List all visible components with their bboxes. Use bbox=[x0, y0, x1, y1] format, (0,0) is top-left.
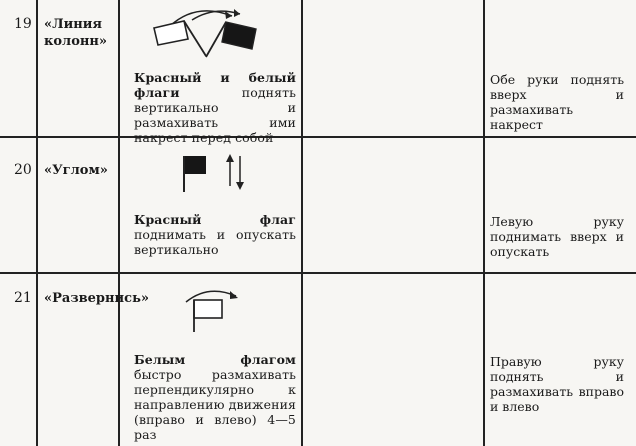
row-number: 20 bbox=[14, 162, 32, 178]
signal-description: поднимать и опускать вертикально bbox=[134, 227, 296, 257]
hand-signal-text: Левую руку поднимать вверх и опускать bbox=[490, 214, 624, 259]
hand-signal-text: Правую руку поднять и размахивать вправо и влево bbox=[490, 354, 624, 414]
table-row bbox=[0, 272, 636, 446]
crossed-flags-icon bbox=[148, 4, 266, 64]
raise-lower-flag-icon bbox=[178, 152, 258, 198]
row-number: 21 bbox=[14, 290, 32, 306]
row-number: 19 bbox=[14, 16, 32, 32]
hand-signal-text: Обе руки поднять вверх и размахивать накрест bbox=[490, 72, 624, 132]
command-name: «Углом» bbox=[44, 163, 108, 178]
command-name: «Линия колонн» bbox=[44, 17, 108, 49]
table-row bbox=[0, 136, 636, 272]
table-row bbox=[0, 0, 636, 145]
flag-signal-text bbox=[134, 212, 296, 257]
command-name: «Развернись» bbox=[44, 291, 150, 306]
signal-emphasis: Красный флаг bbox=[134, 212, 296, 227]
signal-emphasis: Белым флагом bbox=[134, 352, 296, 367]
flag-signal-text bbox=[134, 352, 296, 442]
signal-emphasis: Красный и белый флаги bbox=[134, 70, 296, 100]
signal-description: поднять вертикально и размахивать ими накрест перед собой bbox=[134, 85, 296, 145]
wave-flag-icon bbox=[180, 280, 246, 336]
signal-description: быстро размахивать перпендикулярно к направлению движения (вправо и влево) 4—5 раз bbox=[134, 367, 296, 442]
flag-signal-text bbox=[134, 70, 296, 145]
